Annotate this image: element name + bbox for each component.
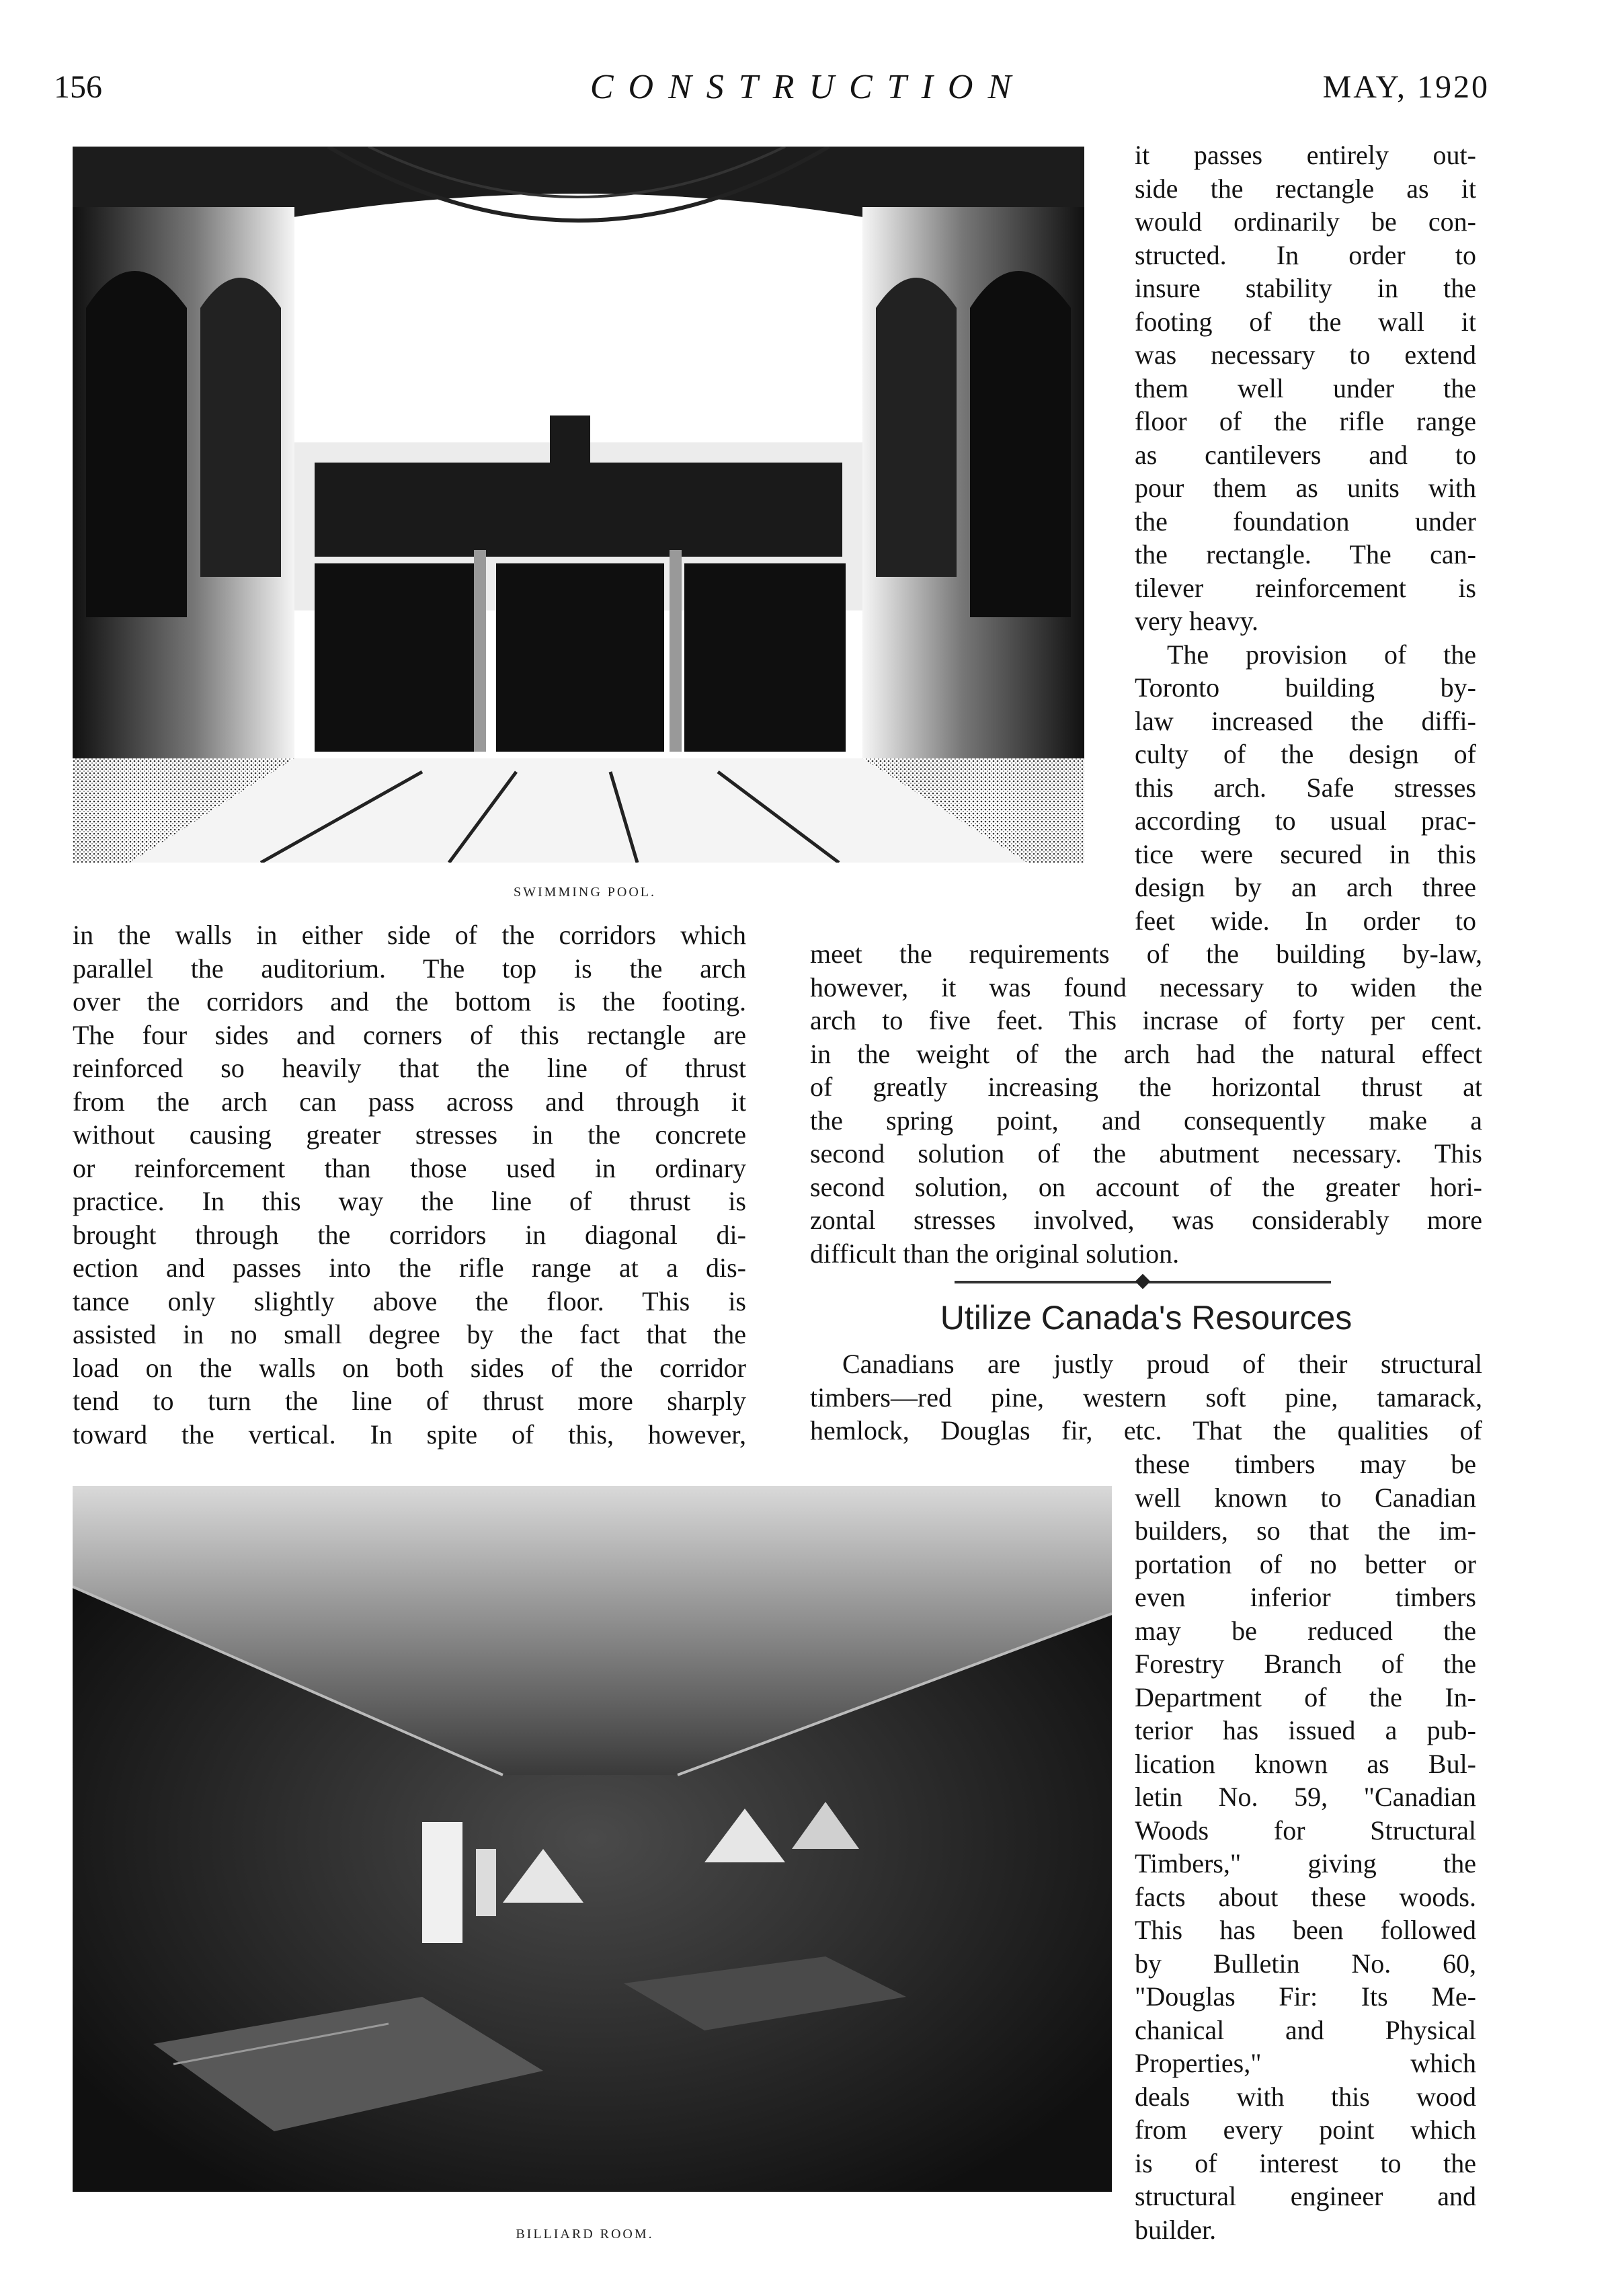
text-line: practice. In this way the line of thrust is [73, 1186, 746, 1216]
text-line: culty of the design of [1135, 739, 1476, 769]
text-line: reinforced so heavily that the line of thrust [73, 1053, 746, 1083]
text-line: tance only slightly above the floor. This is [73, 1285, 746, 1316]
text-line: from the arch can pass across and through it [73, 1086, 746, 1117]
text-line: the foundation under [1135, 506, 1476, 537]
text-line: would ordinarily be con- [1135, 206, 1476, 237]
text-line: parallel the auditorium. The top is the arch [73, 953, 746, 984]
text-line: this arch. Safe stresses [1135, 772, 1476, 803]
text-line: footing of the wall it [1135, 306, 1476, 337]
text-line: these timbers may be [1135, 1449, 1476, 1479]
article-right-mid [810, 937, 1482, 1270]
text-line: tilever reinforcement is [1135, 572, 1476, 603]
text-line: Woods for Structural [1135, 1815, 1476, 1846]
text-line: in the walls in either side of the corridors which [73, 920, 746, 950]
text-line: terior has issued a pub- [1135, 1715, 1476, 1745]
text-line: arch to five feet. This incrase of forty per cent. [810, 1005, 1482, 1035]
text-line: tend to turn the line of thrust more sharply [73, 1386, 746, 1416]
text-line: second solution of the abutment necessary. This [810, 1138, 1482, 1169]
text-line: facts about these woods. [1135, 1881, 1476, 1912]
text-line: the rectangle. The can- [1135, 539, 1476, 569]
text-line: "Douglas Fir: Its Me- [1135, 1981, 1476, 2012]
text-line: them well under the [1135, 372, 1476, 403]
text-line: lication known as Bul- [1135, 1748, 1476, 1779]
text-line: in the weight of the arch had the natural effect [810, 1038, 1482, 1069]
text-line: structural engineer and [1135, 2181, 1476, 2211]
text-line: according to usual prac- [1135, 805, 1476, 836]
text-line: over the corridors and the bottom is the footing. [73, 986, 746, 1017]
text-line: deals with this wood [1135, 2081, 1476, 2112]
text-line: may be reduced the [1135, 1615, 1476, 1646]
swimming-pool-caption: SWIMMING POOL. [514, 885, 656, 900]
text-line: even inferior timbers [1135, 1582, 1476, 1612]
text-line: chanical and Physical [1135, 2014, 1476, 2045]
text-line: This has been followed [1135, 1915, 1476, 1945]
text-line: it passes entirely out- [1135, 140, 1476, 170]
text-line: meet the requirements of the building by-law, [810, 939, 1482, 969]
text-line: zontal stresses involved, was considerably more [810, 1205, 1482, 1235]
text-line: builders, so that the im- [1135, 1515, 1476, 1546]
text-line: second solution, on account of the greater hori- [810, 1171, 1482, 1202]
text-line: Timbers," giving the [1135, 1848, 1476, 1878]
text-line: was necessary to extend [1135, 340, 1476, 370]
text-line: floor of the rifle range [1135, 406, 1476, 436]
article-left [73, 918, 746, 1451]
text-line: from every point which [1135, 2114, 1476, 2145]
text-line: load on the walls on both sides of the corridor [73, 1352, 746, 1383]
text-line: very heavy. [1135, 606, 1258, 636]
text-line: ection and passes into the rifle range at a dis- [73, 1253, 746, 1283]
text-line: side the rectangle as it [1135, 173, 1476, 204]
text-line: however, it was found necessary to widen the [810, 972, 1482, 1002]
text-line: letin No. 59, "Canadian [1135, 1782, 1476, 1812]
text-line: The provision of the [1167, 639, 1476, 670]
article-right-top [1135, 138, 1476, 937]
sidebar-body [1135, 1448, 1476, 2246]
text-line: Properties," which [1135, 2048, 1476, 2078]
sidebar-heading: Utilize Canada's Resources [940, 1299, 1352, 1337]
billiard-room-image [73, 1486, 1112, 2192]
swimming-pool-drawing [73, 147, 1084, 863]
text-line: The four sides and corners of this rectangle are [73, 1019, 746, 1050]
text-line: toward the vertical. In spite of this, however, [73, 1419, 746, 1450]
billiard-room-photo [73, 1486, 1112, 2192]
text-line: builder. [1135, 2214, 1217, 2245]
text-line: structed. In order to [1135, 239, 1476, 270]
text-line: design by an arch three [1135, 872, 1476, 902]
text-line: is of interest to the [1135, 2147, 1476, 2178]
text-line: hemlock, Douglas fir, etc. That the qualities of [810, 1415, 1482, 1446]
swimming-pool-illustration [73, 147, 1084, 863]
issue-date: MAY, 1920 [1322, 69, 1490, 105]
text-line: timbers—red pine, western soft pine, tamarack, [810, 1382, 1482, 1413]
text-line: Forestry Branch of the [1135, 1649, 1476, 1679]
text-line: assisted in no small degree by the fact that the [73, 1319, 746, 1349]
text-line: without causing greater stresses in the concrete [73, 1119, 746, 1150]
billiard-room-caption: BILLIARD ROOM. [516, 2227, 654, 2242]
text-line: or reinforcement than those used in ordinary [73, 1152, 746, 1183]
text-line: difficult than the original solution. [810, 1238, 1180, 1269]
text-line: the spring point, and consequently make a [810, 1105, 1482, 1136]
text-line: Canadians are justly proud of their structural [842, 1349, 1482, 1379]
text-line: of greatly increasing the horizontal thrust at [810, 1072, 1482, 1102]
text-line: brought through the corridors in diagonal di- [73, 1219, 746, 1250]
sidebar-intro [810, 1347, 1482, 1448]
text-line: Toronto building by- [1135, 672, 1476, 703]
text-line: Department of the In- [1135, 1681, 1476, 1712]
divider-ornament [1135, 1274, 1151, 1290]
text-line: insure stability in the [1135, 273, 1476, 303]
text-line: well known to Canadian [1135, 1482, 1476, 1513]
text-line: tice were secured in this [1135, 838, 1476, 869]
text-line: by Bulletin No. 60, [1135, 1948, 1476, 1979]
page-number: 156 [54, 69, 102, 105]
journal-title: CONSTRUCTION [590, 68, 1026, 106]
text-line: as cantilevers and to [1135, 439, 1476, 470]
text-line: pour them as units with [1135, 473, 1476, 503]
text-line: law increased the diffi- [1135, 705, 1476, 736]
text-line: portation of no better or [1135, 1548, 1476, 1579]
text-line: feet wide. In order to [1135, 905, 1476, 936]
